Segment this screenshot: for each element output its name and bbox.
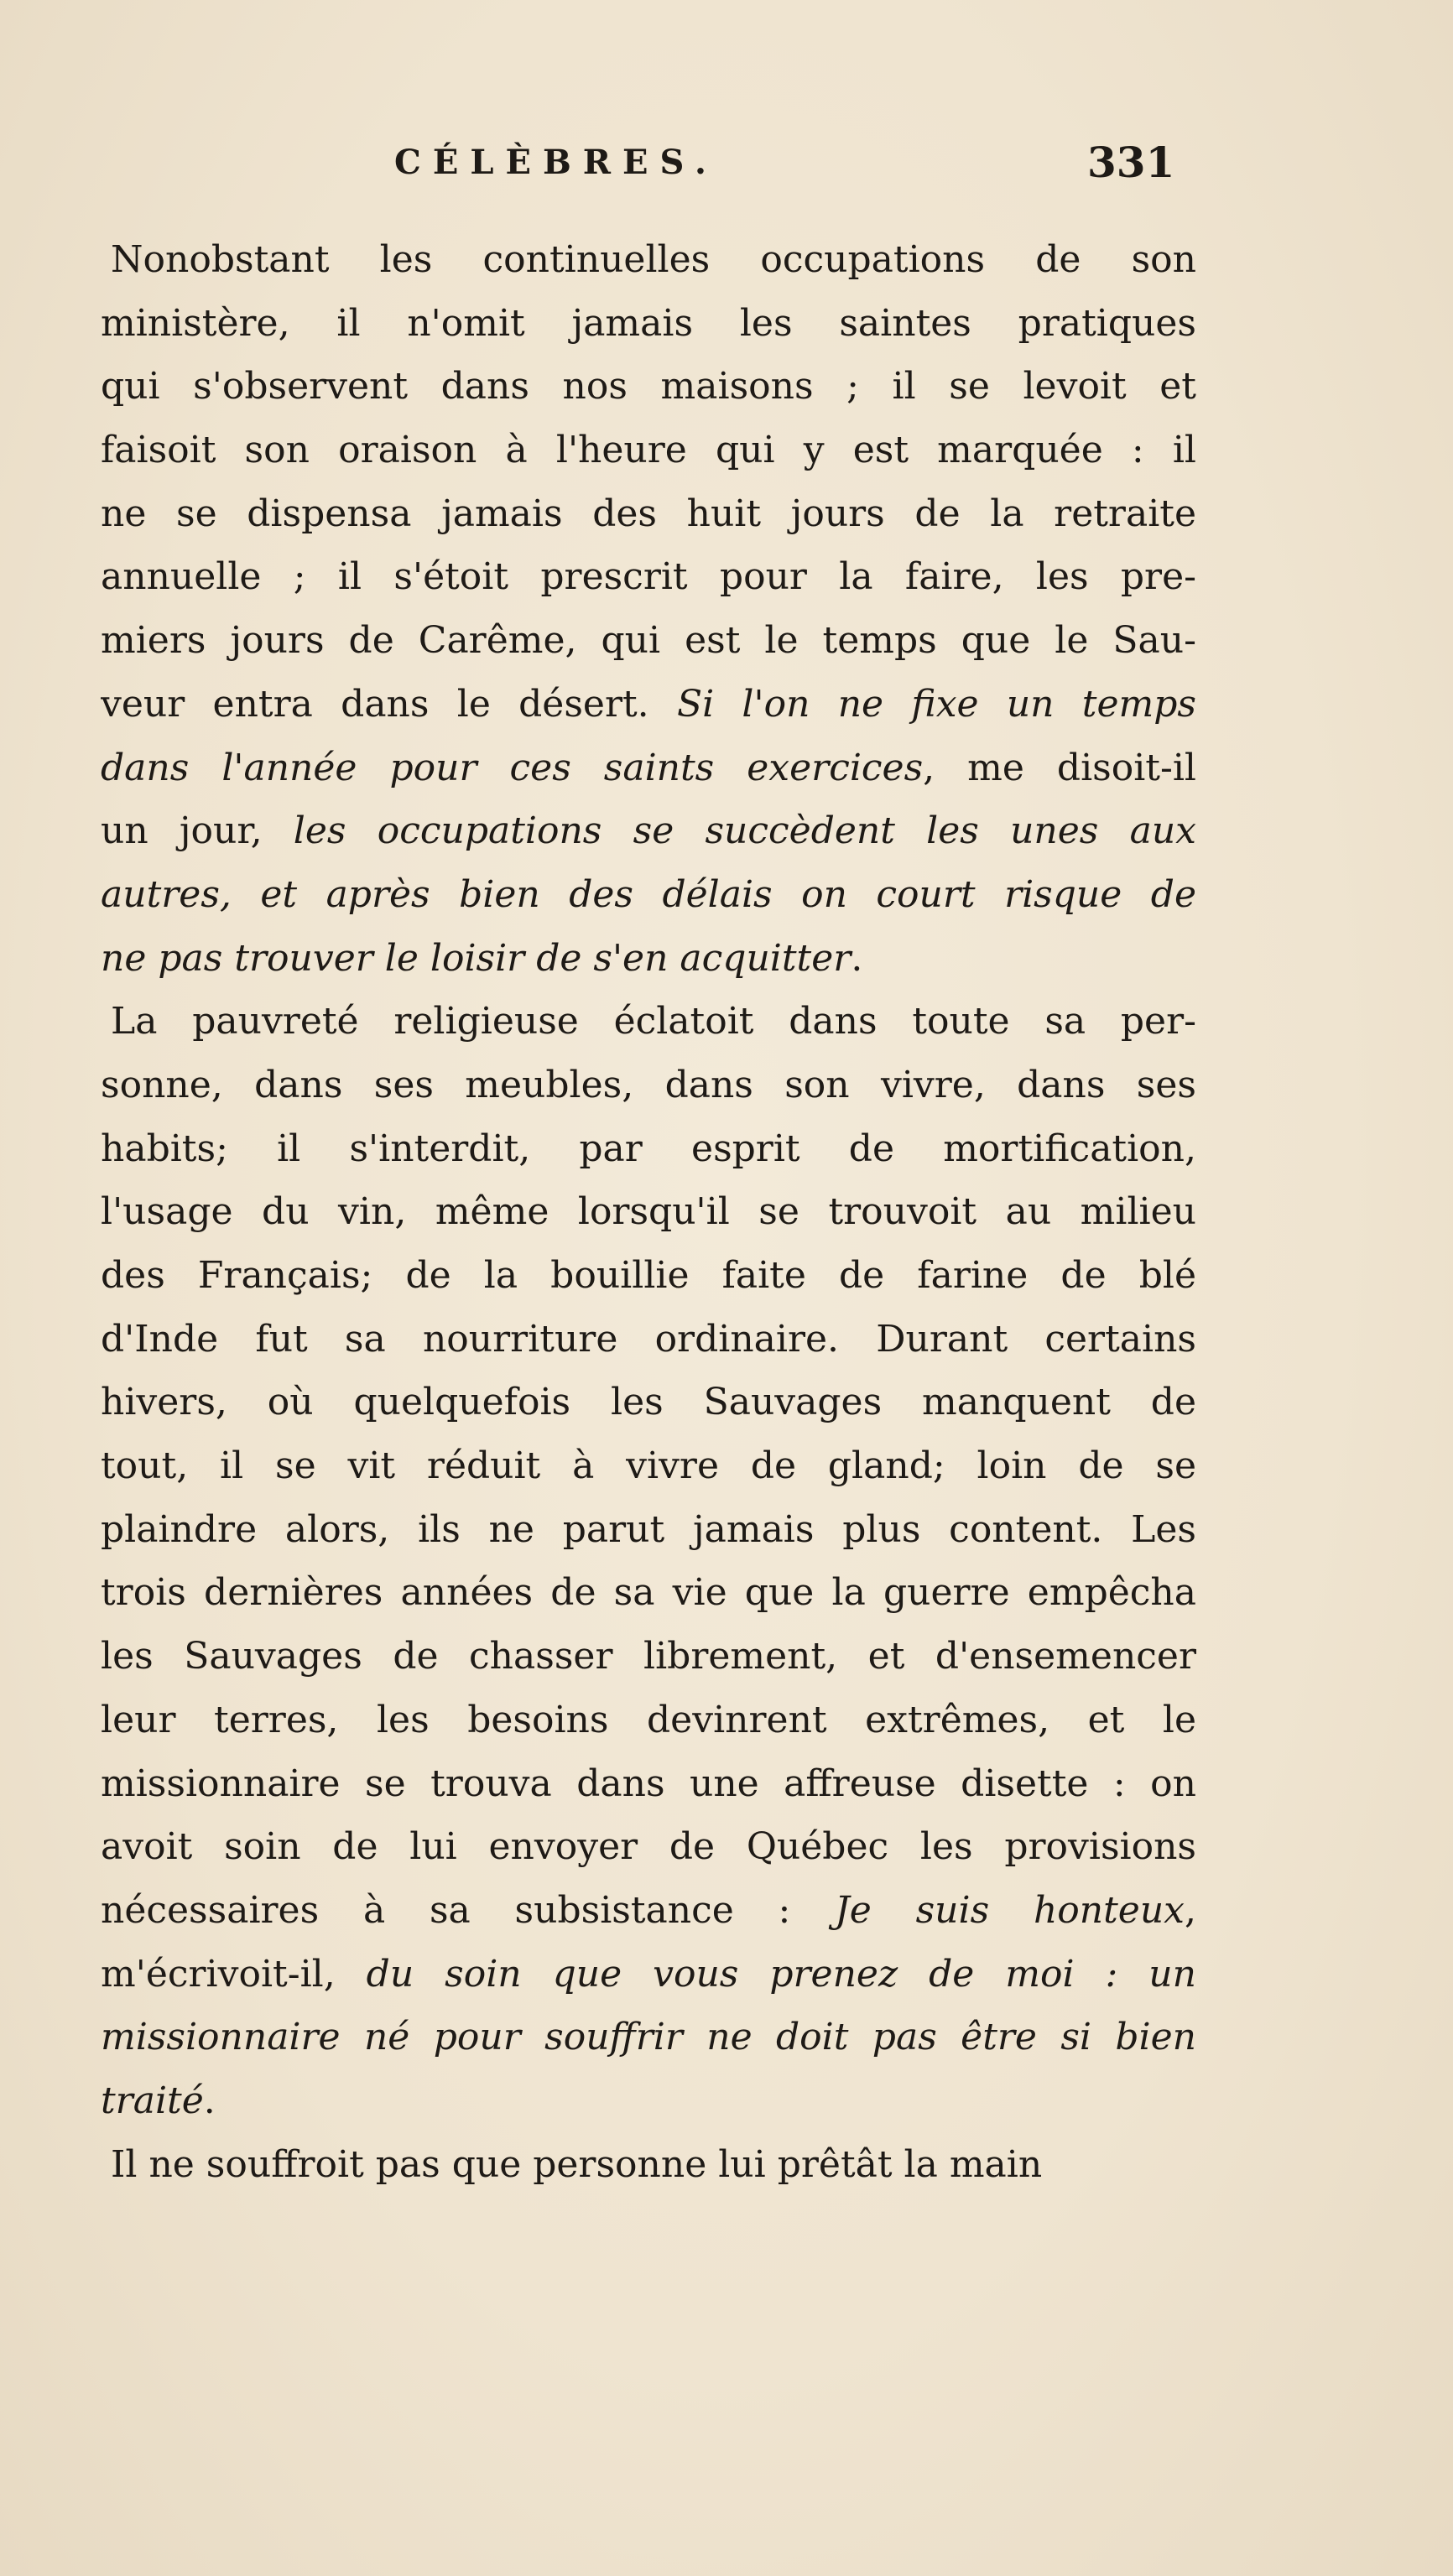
text-line [101, 2006, 1196, 2069]
text-line [101, 1498, 1196, 1562]
roman-text: sonne, dans ses meubles, dans son vivre, dans ses [101, 1063, 1196, 1106]
text-line [101, 1815, 1196, 1879]
roman-text: miers jours de Carême, qui est le temps que le Sau- [101, 619, 1196, 663]
roman-text: , [1185, 1888, 1196, 1932]
text-line [101, 1625, 1196, 1689]
text-line [101, 228, 1196, 292]
roman-text: Il ne souffroit pas que personne lui prêtât la main [111, 2142, 1043, 2186]
text-line [101, 673, 1196, 736]
text-line [101, 1117, 1196, 1181]
roman-text: trois dernières années de sa vie que la guerre empêcha [101, 1571, 1196, 1615]
text-line [101, 927, 1196, 991]
text-line [101, 1308, 1196, 1371]
roman-text: ne se dispensa jamais des huit jours de la retraite [101, 492, 1196, 535]
roman-text: Nonobstant les continuelles occupations de son [111, 238, 1196, 281]
italic-text: dans l'année pour ces saints exercices [101, 746, 924, 789]
text-line [101, 1054, 1196, 1117]
roman-text: missionnaire se trouva dans une affreuse disette : on [101, 1762, 1196, 1805]
roman-text: ministère, il n'omit jamais les saintes pratiques [101, 301, 1196, 345]
text-line [101, 799, 1196, 863]
roman-text: faisoit son oraison à l'heure qui y est marquée : il [101, 429, 1196, 472]
paragraph [101, 2133, 1196, 2197]
paragraph [101, 228, 1196, 990]
italic-text: traité [101, 2079, 204, 2122]
text-line [101, 292, 1196, 356]
roman-text: leur terres, les besoins devinrent extrêmes, et le [101, 1698, 1196, 1741]
text-line [101, 419, 1196, 482]
text-line [101, 1371, 1196, 1434]
roman-text: nécessaires à sa subsistance : [101, 1888, 836, 1932]
text-line [101, 863, 1196, 927]
roman-text: La pauvreté religieuse éclatoit dans toute sa per- [111, 1000, 1196, 1043]
text-line [101, 1434, 1196, 1498]
roman-text: tout, il se vit réduit à vivre de gland; loin de se [101, 1444, 1196, 1488]
text-line [101, 355, 1196, 419]
text-line [101, 609, 1196, 673]
roman-text: des Français; de la bouillie faite de farine de blé [101, 1254, 1196, 1297]
roman-text: annuelle ; il s'étoit prescrit pour la faire, les pre- [101, 555, 1196, 599]
italic-text: Je suis honteux [835, 1888, 1185, 1932]
running-title: CÉLÈBRES. [394, 143, 718, 182]
text-line [101, 1244, 1196, 1308]
italic-text: Si l'on ne fixe un temps [676, 682, 1196, 726]
text-line [101, 2133, 1196, 2197]
roman-text: l'usage du vin, même lorsqu'il se trouvoit au milieu [101, 1190, 1196, 1234]
text-line [101, 1180, 1196, 1244]
italic-text: les occupations se succèdent les unes aux [293, 809, 1196, 853]
text-line [101, 990, 1196, 1054]
italic-text: ne pas trouver le loisir de s'en acquitter [101, 936, 851, 980]
text-line [101, 545, 1196, 609]
roman-text: avoit soin de lui envoyer de Québec les provisions [101, 1825, 1196, 1869]
roman-text: un jour, [101, 809, 294, 853]
roman-text: . [851, 936, 863, 980]
body-text [101, 228, 1196, 2196]
roman-text: , me disoit-il [923, 746, 1196, 789]
paragraph [101, 990, 1196, 2132]
text-line [101, 482, 1196, 546]
page-number: 331 [1087, 138, 1175, 187]
running-head [0, 138, 1453, 201]
italic-text: missionnaire né pour souffrir ne doit pas être si bien [101, 2016, 1196, 2059]
italic-text: autres, et après bien des délais on court risque de [101, 872, 1196, 916]
text-line [101, 736, 1196, 800]
text-line [101, 2069, 1196, 2133]
roman-text: d'Inde fut sa nourriture ordinaire. Durant certains [101, 1317, 1196, 1361]
text-line [101, 1943, 1196, 2006]
roman-text: qui s'observent dans nos maisons ; il se levoit et [101, 365, 1196, 409]
roman-text: hivers, où quelquefois les Sauvages manquent de [101, 1381, 1196, 1424]
roman-text: veur entra dans le désert. [101, 682, 677, 726]
roman-text: m'écrivoit-il, [101, 1952, 367, 1996]
text-line [101, 1752, 1196, 1816]
text-line [101, 1879, 1196, 1943]
roman-text: les Sauvages de chasser librement, et d'ensemencer [101, 1635, 1196, 1678]
text-line [101, 1561, 1196, 1625]
text-line [101, 1689, 1196, 1752]
roman-text: habits; il s'interdit, par esprit de mortification, [101, 1127, 1196, 1170]
roman-text: plaindre alors, ils ne parut jamais plus content. Les [101, 1507, 1196, 1551]
italic-text: du soin que vous prenez de moi : un [366, 1952, 1196, 1996]
roman-text: . [203, 2079, 216, 2122]
